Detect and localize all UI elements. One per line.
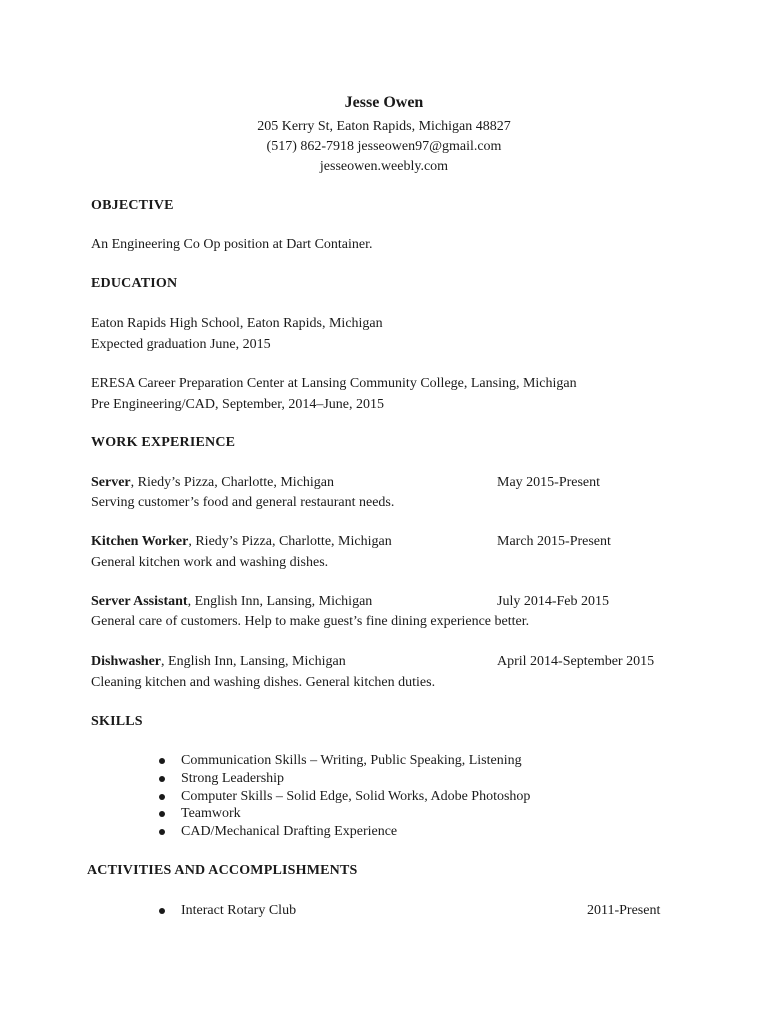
bullet-icon xyxy=(159,829,165,835)
applicant-name: Jesse Owen xyxy=(344,94,424,111)
contact-line: (517) 862-7918 jesseowen97@gmail.com xyxy=(266,139,502,154)
activity-item: Interact Rotary Club xyxy=(181,903,297,918)
skills-heading: SKILLS xyxy=(91,714,143,729)
skill-item: Teamwork xyxy=(181,806,241,821)
education-detail-1: Expected graduation June, 2015 xyxy=(91,337,271,352)
job-dates: March 2015-Present xyxy=(497,534,611,549)
skill-item: Strong Leadership xyxy=(181,771,285,786)
education-detail-2: Pre Engineering/CAD, September, 2014–June, 2015 xyxy=(91,397,385,412)
job-description: General kitchen work and washing dishes. xyxy=(91,555,329,570)
job-description: Cleaning kitchen and washing dishes. General kitchen duties. xyxy=(91,675,436,690)
job-title-line xyxy=(91,535,392,549)
job-description: General care of customers. Help to make guest’s fine dining experience better. xyxy=(91,614,530,629)
job-dates: July 2014-Feb 2015 xyxy=(497,594,609,609)
address-line: 205 Kerry St, Eaton Rapids, Michigan 48827 xyxy=(257,119,511,134)
skill-item: Computer Skills – Solid Edge, Solid Works, Adobe Photoshop xyxy=(181,789,531,804)
job-place: , English Inn, Lansing, Michigan xyxy=(161,654,346,669)
job-title: Server xyxy=(91,475,131,490)
job-place: , English Inn, Lansing, Michigan xyxy=(187,594,373,609)
skill-item: CAD/Mechanical Drafting Experience xyxy=(181,824,398,839)
bullet-icon xyxy=(159,794,165,800)
job-title: Kitchen Worker xyxy=(91,534,189,549)
job-dates: April 2014-September 2015 xyxy=(497,654,655,669)
job-title: Server Assistant xyxy=(91,594,188,609)
bullet-icon xyxy=(159,811,165,817)
job-title: Dishwasher xyxy=(91,654,162,669)
objective-text: An Engineering Co Op position at Dart Container. xyxy=(91,237,373,252)
objective-heading: OBJECTIVE xyxy=(91,198,174,213)
education-school-2: ERESA Career Preparation Center at Lansing Community College, Lansing, Michigan xyxy=(91,376,577,391)
activities-heading: ACTIVITIES AND ACCOMPLISHMENTS xyxy=(87,863,358,878)
job-title-line xyxy=(91,655,346,669)
job-title-line xyxy=(91,595,372,609)
bullet-icon xyxy=(159,758,165,764)
job-title-line xyxy=(91,476,334,490)
work-heading: WORK EXPERIENCE xyxy=(91,435,236,450)
job-description: Serving customer’s food and general restaurant needs. xyxy=(91,495,395,510)
skill-item: Communication Skills – Writing, Public Speaking, Listening xyxy=(181,753,522,768)
education-heading: EDUCATION xyxy=(91,276,178,291)
bullet-icon xyxy=(159,908,165,914)
activity-dates: 2011-Present xyxy=(587,903,661,918)
education-school-1: Eaton Rapids High School, Eaton Rapids, Michigan xyxy=(91,316,383,331)
job-place: , Riedy’s Pizza, Charlotte, Michigan xyxy=(188,534,392,549)
job-dates: May 2015-Present xyxy=(497,475,601,490)
job-place: , Riedy’s Pizza, Charlotte, Michigan xyxy=(130,475,335,490)
website-line: jesseowen.weebly.com xyxy=(319,159,449,174)
bullet-icon xyxy=(159,776,165,782)
